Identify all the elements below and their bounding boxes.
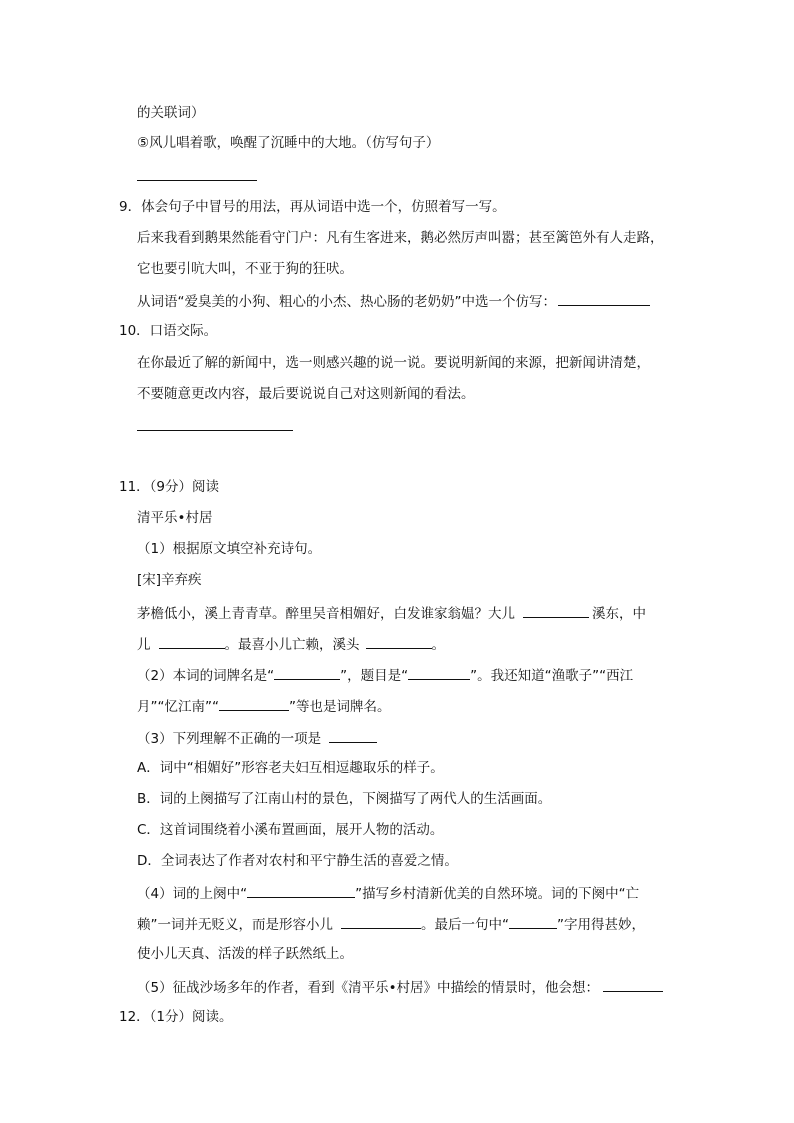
q10-stem: 10．口语交际。	[119, 323, 218, 339]
sub4-text: ”描写乡村清新优美的自然环境。词的下阕中“亡	[355, 886, 640, 902]
sub4-text: 赖”一词并无贬义，而是形容小儿	[137, 917, 333, 933]
other-cipai-blank[interactable]	[219, 696, 289, 711]
q11-sub1: （1）根据原文填空补充诗句。	[137, 541, 322, 557]
q9-stem: 9．体会句子中冒号的用法，再从词语中选一个，仿照着写一写。	[119, 199, 506, 215]
sub4-text: ”字用得甚妙，	[557, 917, 645, 933]
q11-sub5	[137, 977, 663, 997]
sub4-blank-2[interactable]	[341, 914, 421, 929]
poem-blank-3[interactable]	[366, 634, 432, 649]
sub4-blank-3[interactable]	[509, 914, 557, 929]
poem-text: 。	[431, 637, 445, 653]
q11-sub2-line-2	[137, 696, 390, 716]
q11-poem-line-1	[137, 603, 646, 623]
q11-sub3	[137, 728, 377, 748]
q11-poem-title: 清平乐•村居	[137, 510, 213, 526]
q10-answer-line	[137, 430, 293, 431]
sub4-blank-1[interactable]	[247, 883, 355, 898]
sub5-answer-blank[interactable]	[603, 977, 663, 992]
sub2-text: 月”“忆江南”“	[137, 699, 219, 715]
sub2-text: ”，题目是“	[340, 668, 409, 684]
poem-text: 。最喜小儿亡赖，溪头	[224, 637, 360, 653]
poem-blank-1[interactable]	[523, 603, 589, 618]
q9-prompt	[137, 291, 650, 311]
q11-option-b: B．词的上阕描写了江南山村的景色，下阕描写了两代人的生活画面。	[137, 791, 552, 807]
q11-sub4-line-3: 使小儿天真、活泼的样子跃然纸上。	[137, 946, 353, 962]
q9-sentence-2: 它也要引吭大叫，不亚于狗的狂吠。	[137, 261, 353, 277]
q11-poem-line-2	[137, 634, 445, 654]
q8-line-a: 的关联词）	[137, 105, 205, 121]
sub4-text: 。最后一句中“	[421, 917, 509, 933]
sub3-answer-blank[interactable]	[329, 728, 377, 743]
q8-line-b: ⑤风儿唱着歌，唤醒了沉睡中的大地。（仿写句子）	[137, 135, 440, 151]
sub4-text: （4）词的上阕中“	[137, 886, 248, 902]
q11-option-a: A．词中“相媚好”形容老夫妇互相逗趣取乐的样子。	[137, 760, 444, 776]
q12-stem: 12．（1分）阅读。	[119, 1009, 233, 1025]
q10-body-1: 在你最近了解的新闻中，选一则感兴趣的说一说。要说明新闻的来源，把新闻讲清楚，	[137, 355, 650, 371]
sub2-text: （2）本词的词牌名是“	[137, 668, 275, 684]
q11-author: [宋]辛弃疾	[137, 572, 202, 588]
q10-body-2: 不要随意更改内容，最后要说说自己对这则新闻的看法。	[137, 386, 475, 402]
q11-sub4-line-1	[137, 883, 639, 903]
sub2-text: ”等也是词牌名。	[288, 699, 391, 715]
q9-prompt-text: 从词语“爱臭美的小狗、粗心的小杰、热心肠的老奶奶”中选一个仿写：	[137, 294, 556, 310]
q9-answer-blank[interactable]	[558, 291, 650, 306]
cipai-blank[interactable]	[274, 665, 340, 680]
q9-sentence-1: 后来我看到鹅果然能看守门户：凡有生客进来，鹅必然厉声叫嚣；甚至篱笆外有人走路，	[137, 230, 664, 246]
sub5-text: （5）征战沙场多年的作者，看到《清平乐•村居》中描绘的情景时，他会想：	[137, 980, 600, 996]
poem-text: 溪东，中	[592, 606, 646, 622]
q11-sub4-line-2	[137, 914, 645, 934]
poem-text: 儿	[137, 637, 151, 653]
q11-sub2-line-1	[137, 665, 633, 685]
title-blank[interactable]	[408, 665, 470, 680]
q11-stem: 11．（9分）阅读	[119, 479, 220, 495]
q8-answer-line	[137, 180, 257, 181]
q11-option-c: C．这首词围绕着小溪布置画面，展开人物的活动。	[137, 822, 444, 838]
q11-option-d: D．全词表达了作者对农村和平宁静生活的喜爱之情。	[137, 853, 458, 869]
sub3-text: （3）下列理解不正确的一项是	[137, 731, 322, 747]
poem-text: 茅檐低小，溪上青青草。醉里吴音相媚好，白发谁家翁媪？大儿	[137, 606, 515, 622]
sub2-text: ”。我还知道“渔歌子”“西江	[470, 668, 634, 684]
poem-blank-2[interactable]	[159, 634, 225, 649]
